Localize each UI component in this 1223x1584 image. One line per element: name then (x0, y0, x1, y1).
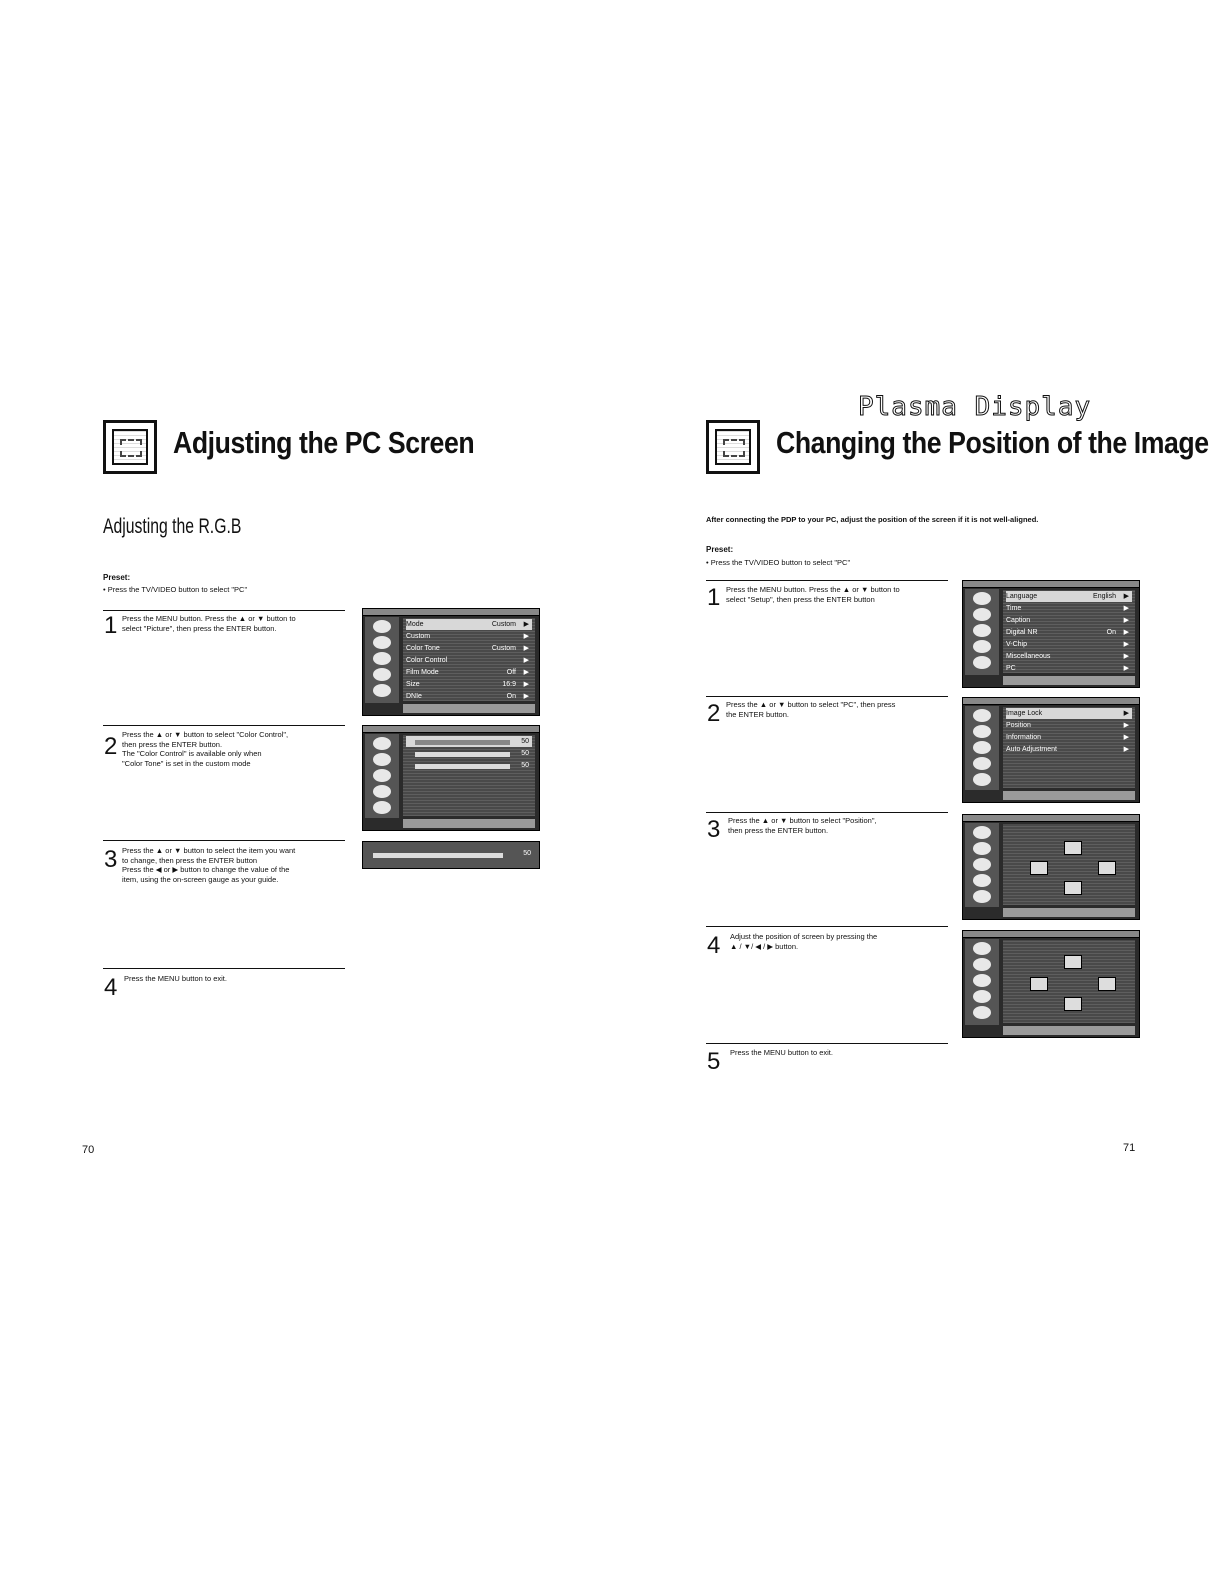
osd-menu-row: Mode Custom ▶ (406, 619, 532, 630)
osd-menu-row: Caption ▶ (1006, 617, 1129, 624)
preset-text-right: • Press the TV/VIDEO button to select "PC" (706, 558, 851, 567)
intro-text: After connecting the PDP to your PC, adjust the position of the screen if it is not well-aligned. (706, 515, 1039, 524)
section-subtitle: Adjusting the R.G.B (103, 515, 242, 538)
osd-position-adjust (962, 930, 1140, 1038)
step-number: 5 (707, 1048, 721, 1075)
osd-menu-row: Image Lock ▶ (1006, 708, 1132, 719)
left-arrow-icon (1030, 977, 1048, 991)
brand-logo: Plasma Display (858, 392, 1092, 422)
osd-pc-menu (962, 697, 1140, 803)
preset-label-left: Preset: (103, 573, 131, 582)
step-number: 2 (104, 733, 118, 760)
right-arrow-icon (1098, 861, 1116, 875)
page-title-right: Changing the Position of the Image (776, 425, 1209, 460)
osd-position-screen (962, 814, 1140, 920)
down-arrow-icon (1064, 997, 1082, 1011)
step-number: 3 (104, 846, 118, 873)
step-divider (103, 725, 345, 726)
osd-gauge-bar (362, 841, 540, 869)
osd-menu-row: PC ▶ (1006, 665, 1129, 672)
osd-menu-row: Color Control ▶ (406, 657, 529, 664)
osd-menu-row: Film Mode Off ▶ (406, 669, 529, 676)
step-divider (103, 968, 345, 969)
osd-picture-menu (362, 608, 540, 716)
osd-setup-menu (962, 580, 1140, 688)
osd-gauge-row: 50 (521, 750, 529, 757)
step-number: 3 (707, 816, 721, 843)
step-divider (706, 580, 948, 581)
step-number: 2 (707, 700, 721, 727)
step-divider (706, 926, 948, 927)
step-divider (103, 610, 345, 611)
step-text: Press the ▲ or ▼ button to select "PC", then press the ENTER button. (726, 700, 896, 719)
section-icon (706, 420, 760, 474)
step-text: Adjust the position of screen by pressing the ▲ / ▼/ ◀ / ▶ button. (730, 932, 878, 951)
step-number: 1 (707, 584, 721, 611)
step-divider (706, 812, 948, 813)
step-divider (706, 1043, 948, 1044)
osd-color-control (362, 725, 540, 831)
page-number-left: 70 (82, 1144, 95, 1156)
left-arrow-icon (1030, 861, 1048, 875)
osd-menu-row: Language English ▶ (1006, 591, 1132, 602)
osd-menu-row: Custom ▶ (406, 633, 529, 640)
preset-label-right: Preset: (706, 545, 734, 554)
step-text: Press the ▲ or ▼ button to select the item you want to change, then press the ENTER button Press the ◀ or ▶ button to change the value of the item, using the on-screen gauge as your guide. (122, 846, 296, 884)
section-icon (103, 420, 157, 474)
osd-menu-row: Auto Adjustment ▶ (1006, 746, 1129, 753)
step-text: Press the MENU button. Press the ▲ or ▼ button to select "Setup", then press the ENTER button (726, 585, 900, 604)
osd-menu-row: Information ▶ (1006, 734, 1129, 741)
osd-menu-row: Color Tone Custom ▶ (406, 645, 529, 652)
step-text: Press the ▲ or ▼ button to select "Color Control", then press the ENTER button. The "Color Control" is available only when "Color Tone" is set in the custom mode (122, 730, 289, 768)
step-text: Press the MENU button. Press the ▲ or ▼ button to select "Picture", then press the ENTER button. (122, 614, 296, 633)
up-arrow-icon (1064, 955, 1082, 969)
step-text: Press the ▲ or ▼ button to select "Position", then press the ENTER button. (728, 816, 877, 835)
down-arrow-icon (1064, 881, 1082, 895)
osd-gauge-value: 50 (523, 850, 531, 857)
step-divider (103, 840, 345, 841)
step-divider (706, 696, 948, 697)
step-number: 4 (707, 932, 721, 959)
step-number: 4 (104, 974, 118, 1001)
preset-text-left: • Press the TV/VIDEO button to select "PC" (103, 585, 248, 594)
up-arrow-icon (1064, 841, 1082, 855)
osd-gauge-row: 50 (406, 736, 532, 747)
osd-menu-row: Position ▶ (1006, 722, 1129, 729)
page-title-left: Adjusting the PC Screen (173, 425, 475, 460)
step-text: Press the MENU button to exit. (124, 974, 227, 983)
osd-menu-row: Size 16:9 ▶ (406, 681, 529, 688)
osd-menu-row: V-Chip ▶ (1006, 641, 1129, 648)
osd-menu-row: Time ▶ (1006, 605, 1129, 612)
osd-gauge-row: 50 (521, 762, 529, 769)
step-number: 1 (104, 612, 118, 639)
right-arrow-icon (1098, 977, 1116, 991)
step-text: Press the MENU button to exit. (730, 1048, 833, 1057)
osd-menu-row: Digital NR On ▶ (1006, 629, 1129, 636)
osd-menu-row: Miscellaneous ▶ (1006, 653, 1129, 660)
osd-menu-row: DNIe On ▶ (406, 693, 529, 700)
page-number-right: 71 (1123, 1142, 1136, 1154)
